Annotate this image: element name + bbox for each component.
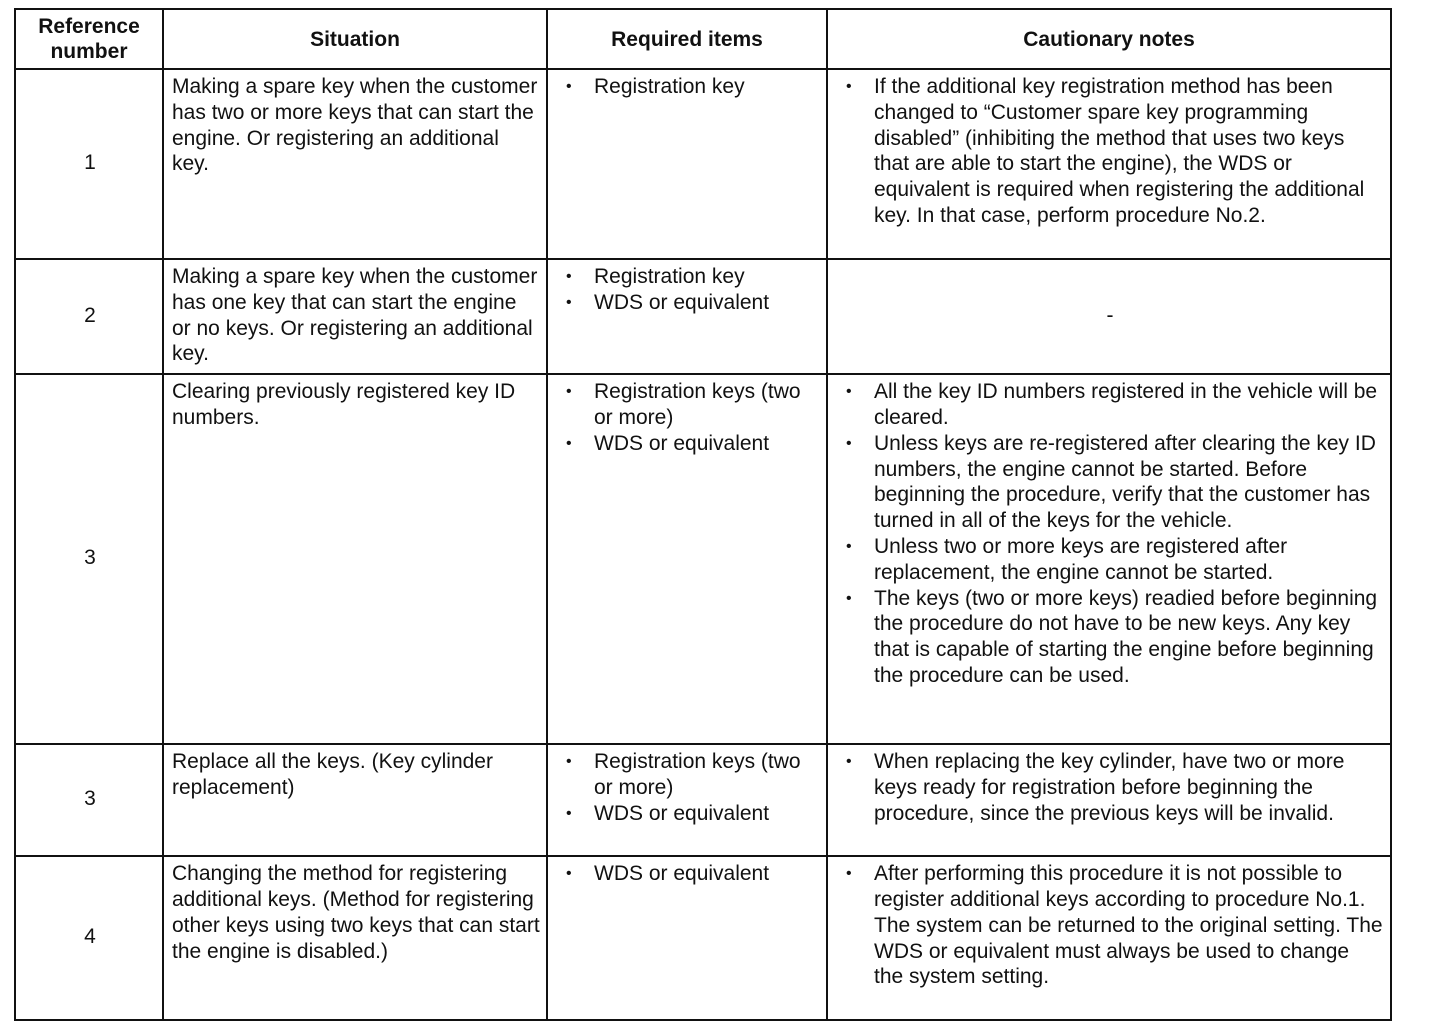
required-item: • Registration keys (two or more) [556,749,820,801]
cautionary-note: • After performing this procedure it is not possible to register additional keys according to procedure No.1. The system can be returned to the original setting. The WDS or equivalent must always be used to change the system setting. [836,861,1384,990]
reference-number: 4 [15,856,163,1020]
required-items-cell [547,69,827,259]
cautionary-note: • Unless keys are re-registered after clearing the key ID numbers, the engine cannot be started. Before beginning the procedure, verify that the customer has turned in all of the keys for the vehicle. [836,431,1384,534]
required-item: • WDS or equivalent [556,801,820,827]
required-item: • WDS or equivalent [556,431,820,457]
cautionary-note: • Unless two or more keys are registered after replacement, the engine cannot be started. [836,534,1384,586]
required-item: • Registration keys (two or more) [556,379,820,431]
situation-cell: Making a spare key when the customer has one key that can start the engine or no keys. Or registering an additional key. [163,259,547,374]
header-cautionary-notes: Cautionary notes [827,9,1391,69]
header-situation: Situation [163,9,547,69]
cautionary-note: • When replacing the key cylinder, have two or more keys ready for registration before beginning the procedure, since the previous keys will be invalid. [836,749,1384,826]
table-row [15,259,1391,374]
header-required-items: Required items [547,9,827,69]
reference-number: 3 [15,744,163,856]
reference-number: 2 [15,259,163,374]
reference-number: 1 [15,69,163,259]
reference-number: 3 [15,374,163,744]
key-registration-table [14,8,1392,1021]
cautionary-notes-cell: - [827,259,1391,374]
table-row [15,69,1391,259]
table-row [15,856,1391,1020]
required-items-cell [547,259,827,374]
situation-cell: Clearing previously registered key ID numbers. [163,374,547,744]
required-item: • WDS or equivalent [556,290,820,316]
required-items-cell [547,374,827,744]
cautionary-notes-cell [827,69,1391,259]
situation-cell: Making a spare key when the customer has two or more keys that can start the engine. Or registering an additional key. [163,69,547,259]
required-item: • WDS or equivalent [556,861,820,887]
cautionary-note: • All the key ID numbers registered in the vehicle will be cleared. [836,379,1384,431]
table-header-row [15,9,1391,69]
situation-cell: Replace all the keys. (Key cylinder replacement) [163,744,547,856]
required-item: • Registration key [556,74,820,100]
situation-cell: Changing the method for registering additional keys. (Method for registering other keys using two keys that can start the engine is disabled.) [163,856,547,1020]
table-row [15,744,1391,856]
table-row [15,374,1391,744]
cautionary-note: • The keys (two or more keys) readied before beginning the procedure do not have to be new keys. Any key that is capable of starting the engine before beginning the procedure can be used. [836,586,1384,689]
cautionary-notes-cell [827,856,1391,1020]
cautionary-note: • If the additional key registration method has been changed to “Customer spare key programming disabled” (inhibiting the method that uses two keys that are able to start the engine), the WDS or equivalent is required when registering the additional key. In that case, perform procedure No.2. [836,74,1384,229]
required-items-cell [547,856,827,1020]
required-items-cell [547,744,827,856]
cautionary-notes-cell [827,744,1391,856]
header-reference-number: Reference number [15,9,163,69]
required-item: • Registration key [556,264,820,290]
cautionary-notes-cell [827,374,1391,744]
